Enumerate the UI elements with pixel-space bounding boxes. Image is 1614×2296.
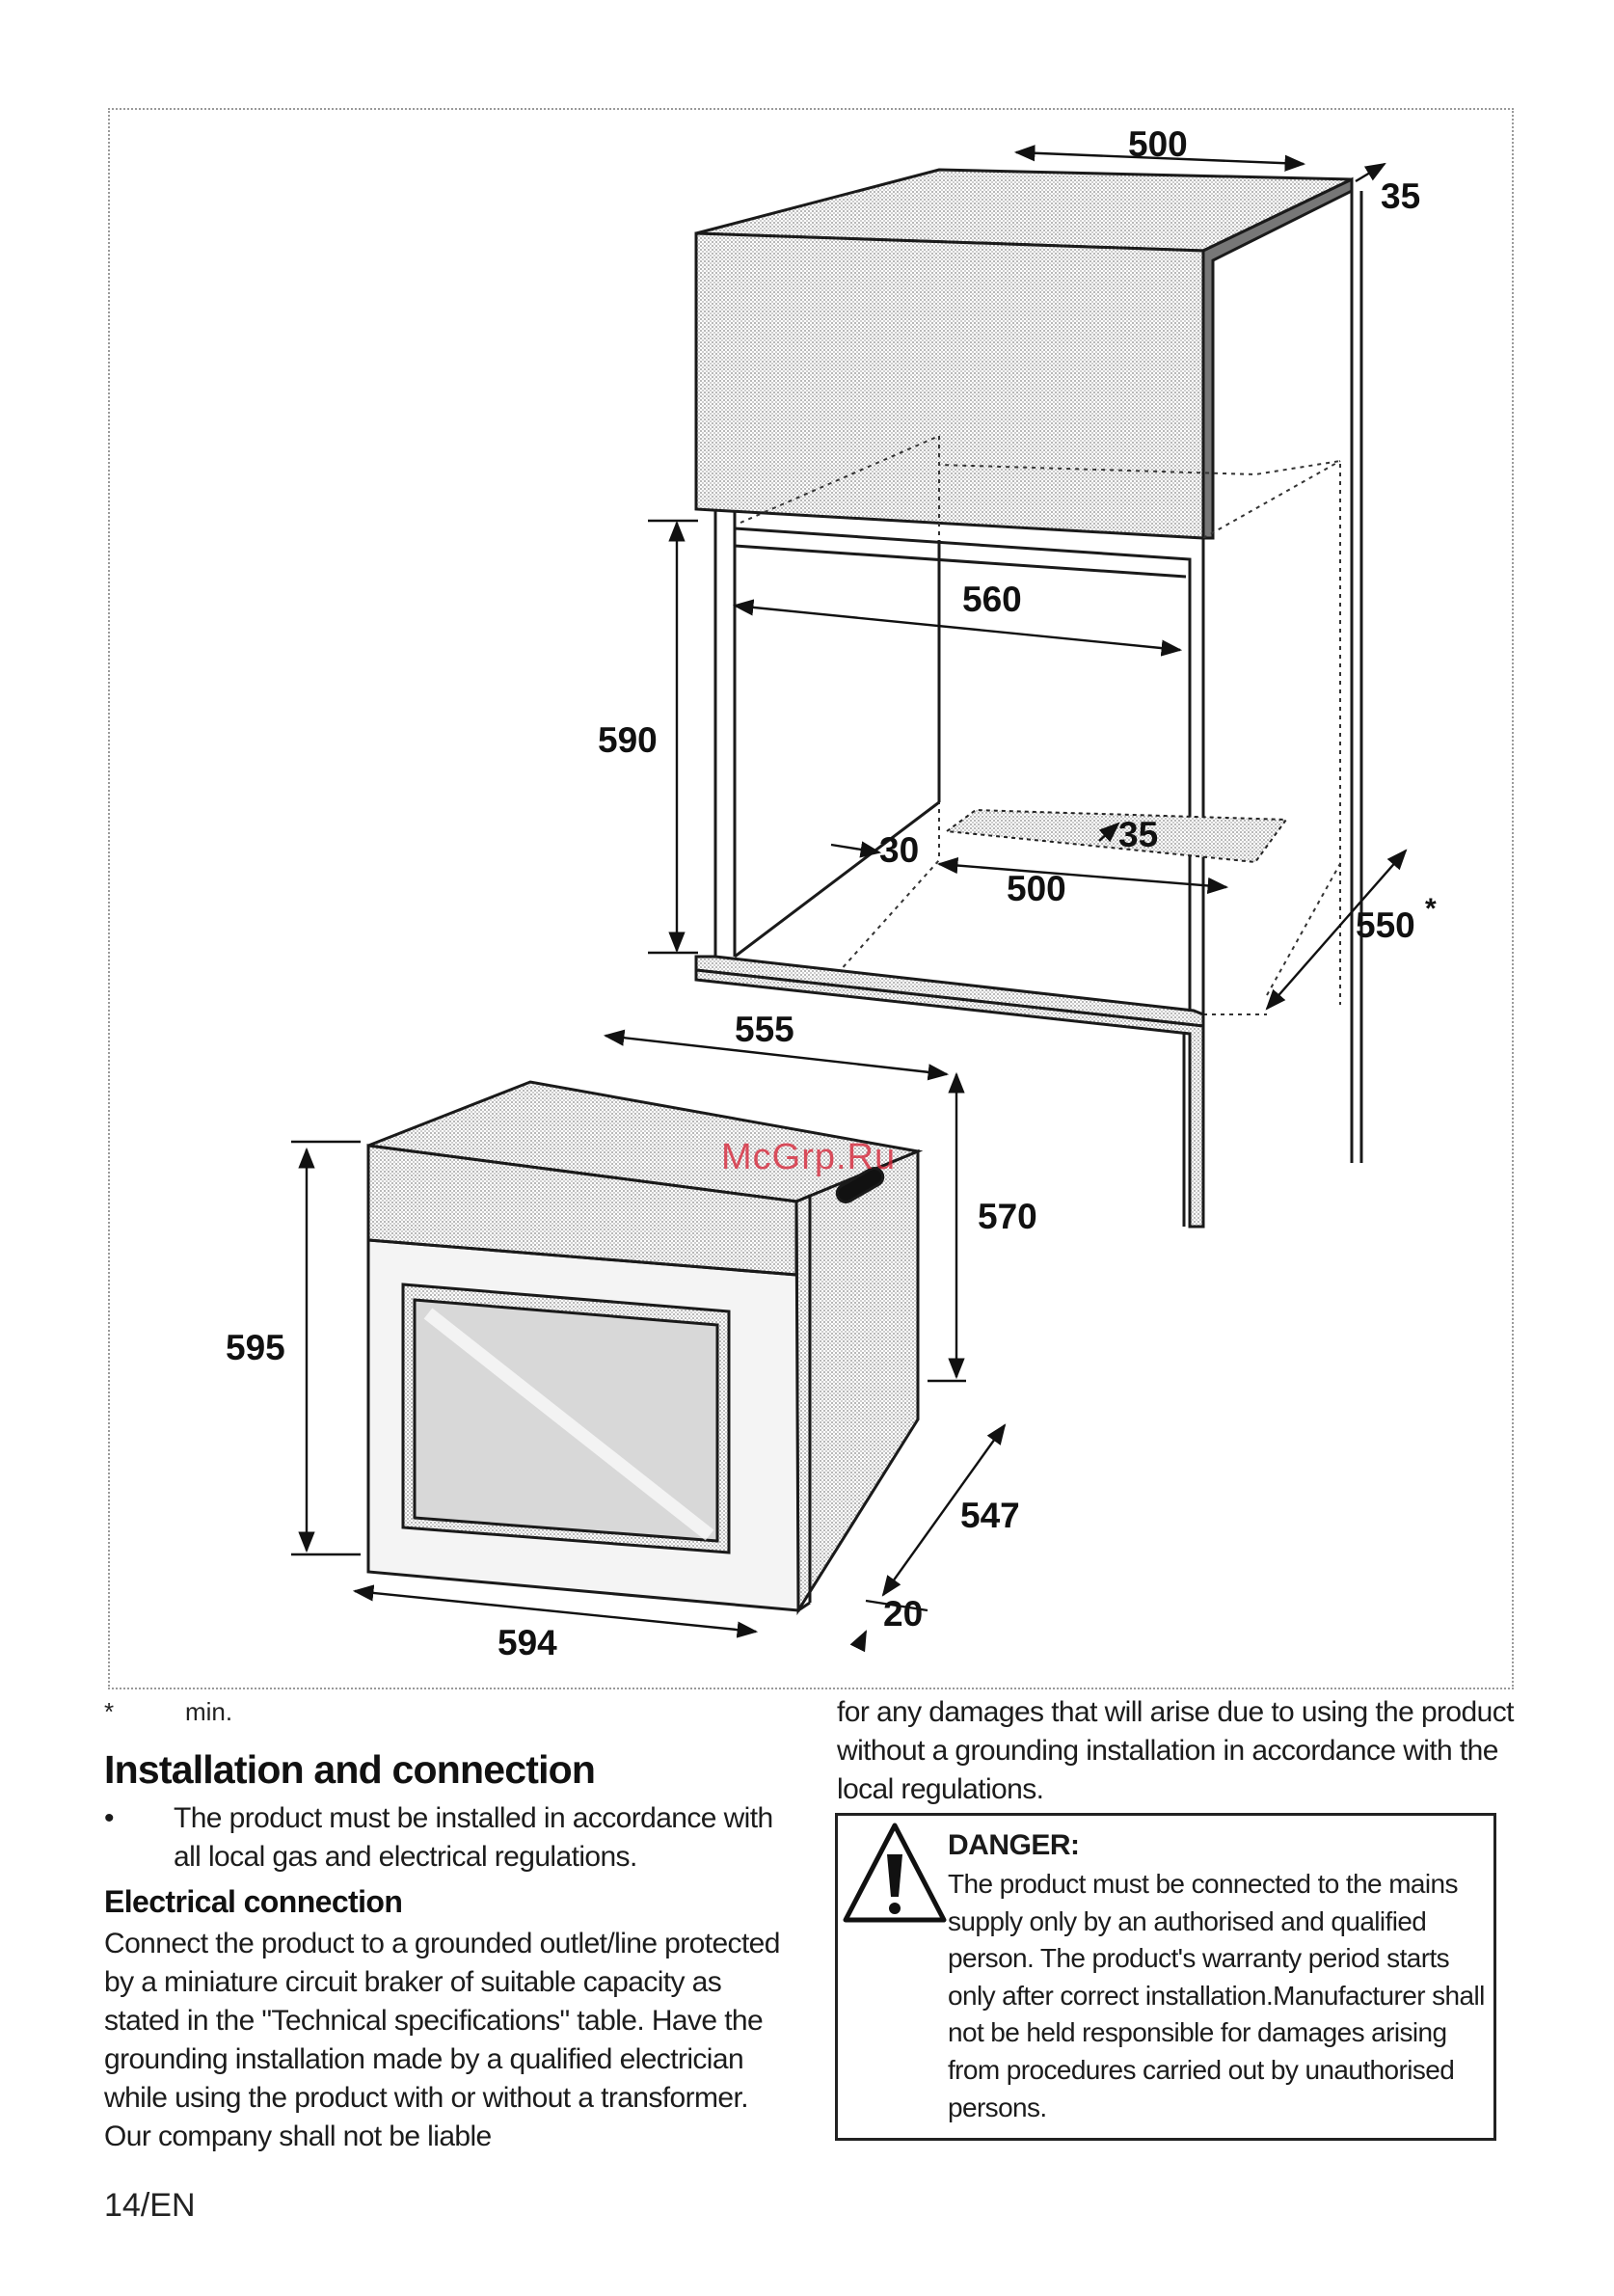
dim-oven-body-depth: 547 (960, 1496, 1020, 1535)
watermark-text: McGrp.Ru (721, 1137, 897, 1177)
dim-inner-width: 560 (962, 580, 1022, 619)
installation-diagram (108, 108, 1514, 1689)
bullet-text: The product must be installed in accordance with all local gas and electrical regulations. (174, 1802, 773, 1873)
danger-box (835, 1813, 1496, 2141)
footnote (104, 1697, 232, 1727)
dim-top-width: 500 (1128, 124, 1188, 164)
dim-front-offset: 20 (883, 1594, 924, 1634)
dim-cabinet-depth: 550 (1356, 905, 1415, 945)
dim-oven-width: 594 (498, 1623, 557, 1662)
electrical-paragraph: Connect the product to a grounded outlet/line protected by a miniature circuit braker of suitable capacity as stated in the "Technical specifications" table. Have the grounding installation made by a qualified electrician while using the product with or without a transformer. Our company shall not be liable (104, 1928, 780, 2152)
dim-oven-depth: 555 (735, 1010, 794, 1049)
danger-text: The product must be connected to the mains supply only by an authorised and qualified person. The product's warranty period starts only after correct installation.Manufacturer shall not be held responsible for damages arising from procedures carried out by unauthorised persons. (948, 1869, 1485, 2122)
dim-oven-height: 595 (226, 1328, 285, 1367)
cabinet-upper-box (696, 170, 1352, 538)
dim-vent-depth: 35 (1118, 815, 1159, 854)
dim-oven-body-height: 570 (978, 1197, 1037, 1236)
section-title: Installation and connection (104, 1747, 596, 1792)
footnote-text: min. (185, 1697, 233, 1726)
cabinet-niche-frame (715, 511, 1203, 1227)
page-number: 14/EN (104, 2187, 196, 2224)
diagram-svg (110, 110, 1512, 1688)
bullet-mark: • (104, 1802, 115, 1834)
subsection-title: Electrical connection (104, 1884, 403, 1919)
dim-top-depth: 35 (1381, 176, 1421, 216)
footnote-mark: * (104, 1697, 115, 1726)
dim-cabinet-depth-mark: * (1425, 893, 1437, 925)
danger-title: DANGER: (948, 1829, 1080, 1861)
dim-niche-height: 590 (598, 720, 658, 760)
dim-side-gap: 30 (879, 830, 920, 870)
vent-opening (947, 810, 1286, 862)
dim-vent-width: 500 (1007, 869, 1066, 908)
electrical-paragraph-continued: for any damages that will arise due to using the product without a grounding installation in accordance with the local regulations. (837, 1696, 1514, 1805)
cabinet-back-panel (1352, 185, 1361, 1163)
warning-triangle-icon (842, 1820, 948, 1930)
